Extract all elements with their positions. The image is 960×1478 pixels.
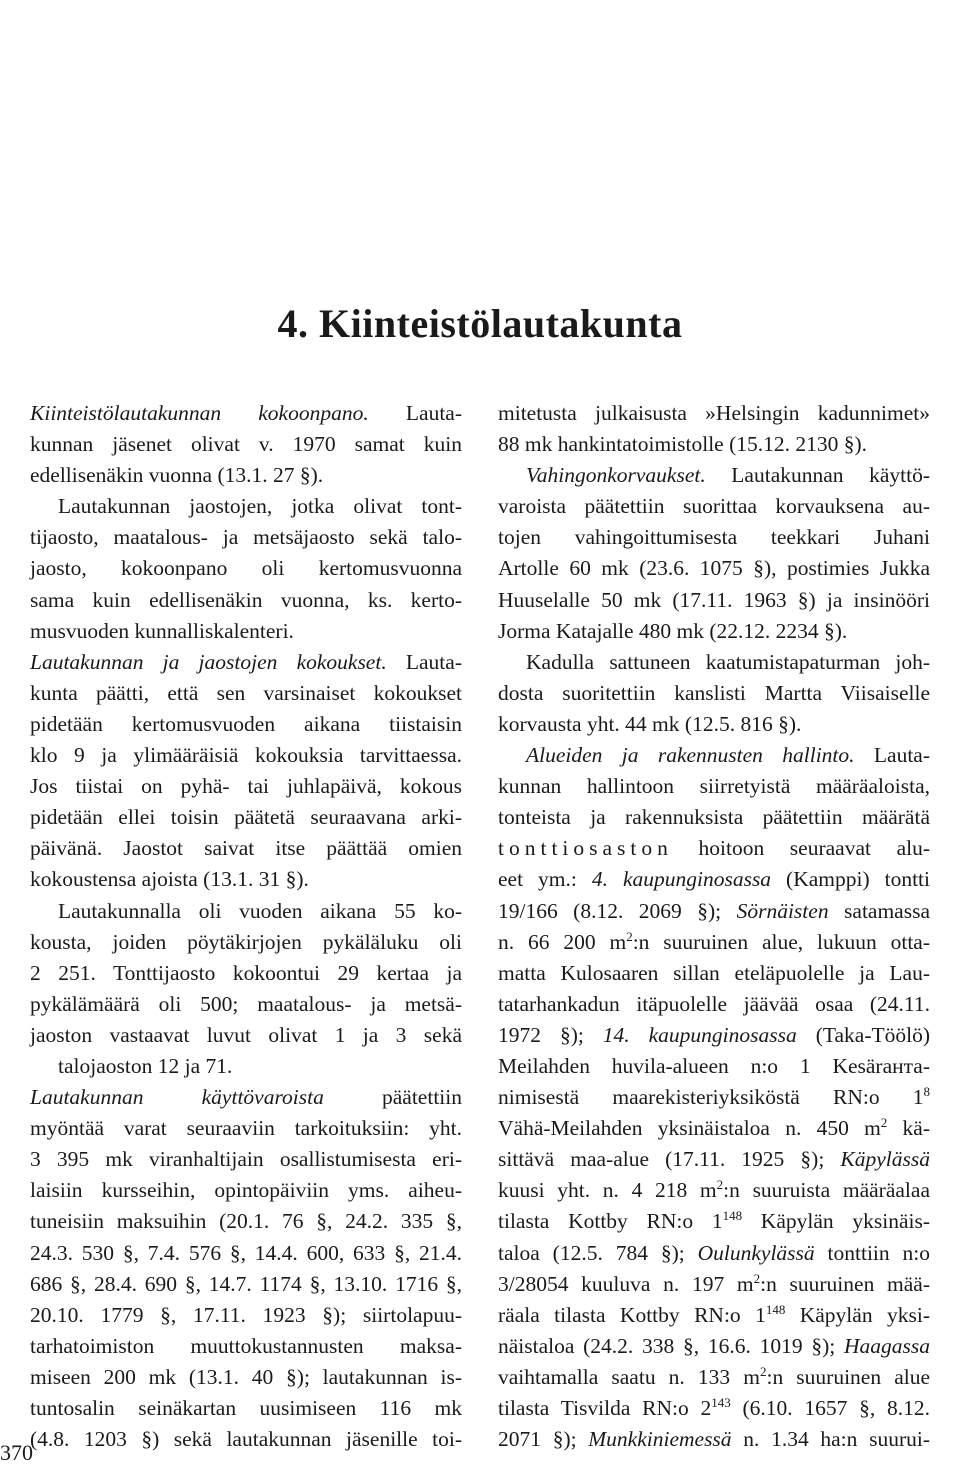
text-segment: taloa (12.5. 784 §); [498, 1240, 698, 1265]
text-line [30, 833, 462, 864]
text-segment: jaoston vastaavat luvut olivat 1 ja 3 sekä [30, 1022, 462, 1047]
text-line [498, 927, 930, 958]
text-line [30, 1113, 462, 1144]
text-segment: tuneisiin maksuihin (20.1. 76 §, 24.2. 335 §, [30, 1209, 462, 1234]
text-segment: Lauta- [368, 401, 462, 425]
text-line [498, 958, 930, 989]
text-line [30, 1206, 462, 1237]
text-line [30, 522, 462, 553]
text-line [30, 647, 462, 678]
text-segment: 2071 §); [498, 1427, 589, 1452]
text-line [498, 522, 930, 553]
text-line [30, 802, 462, 833]
text-line [498, 678, 930, 709]
text-line [30, 740, 462, 771]
text-segment: :n suuruinen mää- [760, 1271, 930, 1296]
text-line [30, 616, 462, 647]
text-segment: :n suuruinen alue [766, 1364, 930, 1389]
text-line [498, 1424, 930, 1455]
text-segment: sittävä maa-alue (17.11. 1925 §); [498, 1147, 841, 1172]
text-segment: mitetusta julkaisusta »Helsingin kadunnimet» [498, 401, 930, 425]
text-segment: satamassa [828, 898, 930, 923]
text-segment: Lautakunnalla oli vuoden aikana 55 ko- [58, 898, 462, 923]
text-segment: 3/28054 kuuluva n. 197 m [498, 1271, 754, 1296]
text-segment: edellisenäkin vuonna (13.1. 27 §). [30, 463, 324, 488]
text-line [30, 553, 462, 584]
text-line [498, 398, 930, 429]
text-segment: kousta, joiden pöytäkirjojen pykäläluku oli [30, 929, 462, 954]
text-segment: Käpylän yksinäis- [742, 1209, 930, 1234]
text-segment: kunnan jäsenet olivat v. 1970 samat kuin [30, 432, 462, 457]
text-segment: tijaosto, maatalous- ja metsäjaosto sekä talo- [30, 525, 462, 550]
text-line [498, 1020, 930, 1051]
text-line [30, 1020, 462, 1051]
text-line [30, 1051, 462, 1082]
text-segment: (4.8. 1203 §) sekä lautakunnan jäsenille toi- [30, 1427, 462, 1452]
text-line [498, 491, 930, 522]
text-line [30, 864, 462, 895]
text-segment: Lautakunnan jaostojen, jotka olivat tont- [58, 494, 462, 519]
left-text-column [30, 398, 462, 1455]
text-segment: :n suuruinen alue, lukuun otta- [632, 929, 930, 954]
text-segment: sama kuin edellisenäkin vuonna, ks. kerto- [30, 587, 462, 612]
text-line [498, 1362, 930, 1393]
text-segment: matta Kulosaaren sillan eteläpuolelle ja Lau- [498, 960, 930, 985]
superscript: 2 [880, 1115, 888, 1130]
text-segment: varoista päätettiin suorittaa korvauksena au- [498, 494, 930, 519]
text-segment: kä- [887, 1116, 930, 1141]
text-segment: klo 9 ja ylimääräisiä kokouksia tarvittaessa. [30, 743, 462, 768]
text-line [30, 678, 462, 709]
text-segment: dosta suoritettiin kanslisti Martta Viisaiselle [498, 680, 930, 705]
text-segment: kuusi yht. n. 4 218 m [498, 1178, 717, 1203]
text-segment: laisiin kursseihin, opintopäiviin yms. aiheu- [30, 1178, 462, 1203]
italic-text: Sörnäisten [736, 898, 829, 923]
text-line [498, 1393, 930, 1424]
text-line [498, 1300, 930, 1331]
text-segment: 686 §, 28.4. 690 §, 14.7. 1174 §, 13.10. 1716 §, [30, 1271, 462, 1296]
italic-text: Alueiden ja rakennusten hallinto. [526, 743, 855, 768]
text-line [498, 647, 930, 678]
text-segment: Lauta- [386, 649, 462, 674]
text-line [498, 1051, 930, 1082]
text-line [30, 1269, 462, 1300]
text-line [498, 802, 930, 833]
text-line [498, 1144, 930, 1175]
text-line [30, 1362, 462, 1393]
text-segment: eet ym.: [498, 867, 592, 892]
text-line [498, 771, 930, 802]
text-line [30, 398, 462, 429]
text-line [30, 989, 462, 1020]
text-segment: kunnan hallintoon siirretyistä määräaloista, [498, 774, 930, 799]
text-segment: tonttiosaston [498, 836, 673, 861]
text-line [30, 1238, 462, 1269]
italic-text: Kiinteistölautakunnan kokoonpano. [30, 401, 369, 425]
superscript: 2 [716, 1177, 724, 1193]
text-segment: 19/166 (8.12. 2069 §); [498, 898, 737, 923]
text-segment: Artolle 60 mk (23.6. 1075 §), postimies Jukka [498, 556, 930, 581]
text-segment: Lauta- [854, 743, 930, 768]
italic-text: Vahingonkorvaukset. [526, 463, 706, 488]
text-line [30, 429, 462, 460]
superscript: 148 [765, 1301, 786, 1317]
text-segment: korvausta yht. 44 mk (12.5. 816 §). [498, 711, 802, 736]
text-segment: Jorma Katajalle 480 mk (22.12. 2234 §). [498, 618, 848, 643]
superscript: 2 [626, 928, 633, 944]
text-segment: Lautakunnan käyttö- [705, 463, 930, 488]
text-segment: jaosto, kokoonpano oli kertomusvuonna [30, 556, 462, 581]
text-segment: Jos tiistai on pyhä- tai juhlapäivä, kokous [30, 774, 462, 799]
text-segment: pykälämäärä oli 500; maatalous- ja metsä- [30, 991, 462, 1016]
text-segment: tuntosalin seinäkartan uusimiseen 116 mk [30, 1396, 462, 1420]
text-line [30, 771, 462, 802]
text-segment: 1972 §); [498, 1022, 603, 1047]
text-segment: Kadulla sattuneen kaatumistapaturman joh- [526, 649, 930, 674]
text-line [498, 460, 930, 491]
text-segment: (Kamppi) tontti [771, 867, 930, 892]
text-line [30, 491, 462, 522]
page-number: 370 [0, 1440, 33, 1465]
text-segment: (Taka-Töölö) [796, 1022, 931, 1047]
text-line [30, 896, 462, 927]
superscript: 148 [722, 1208, 743, 1224]
text-segment: n. 66 200 m [498, 929, 627, 954]
text-line [30, 1300, 462, 1331]
text-segment: tilasta Kottby RN:o 1 [498, 1209, 723, 1234]
text-line [30, 1175, 462, 1206]
text-line [30, 709, 462, 740]
text-line [30, 958, 462, 989]
text-segment: Meilahden huvila-alueen n:o 1 Kesärанта- [498, 1053, 930, 1078]
superscript: 2 [759, 1363, 767, 1379]
text-line [30, 1144, 462, 1175]
superscript: 2 [753, 1270, 761, 1286]
text-segment: pidetään ellei toisin päätetä seuraavana arki- [30, 805, 462, 830]
text-segment: miseen 200 mk (13.1. 40 §); lautakunnan is- [30, 1364, 462, 1389]
text-line [498, 429, 930, 460]
text-segment: tilasta Tisvilda RN:o 2 [498, 1396, 712, 1420]
text-line [498, 864, 930, 895]
text-segment: tojen vahingoittumisesta teekkari Juhani [498, 525, 930, 550]
text-segment: räala tilasta Kottby RN:o 1 [498, 1302, 766, 1327]
text-segment: näistaloa (24.2. 338 §, 16.6. 1019 §); [498, 1333, 844, 1358]
text-line [498, 1269, 930, 1300]
text-segment: päätettiin [323, 1085, 462, 1110]
text-segment: nimisestä maarekisteriyksiköstä RN:o 1 [498, 1085, 924, 1110]
text-segment: kokoustensa ajoista (13.1. 31 §). [30, 867, 309, 892]
text-segment: 24.3. 530 §, 7.4. 576 §, 14.4. 600, 633 §, 21.4. [30, 1240, 462, 1265]
text-line [498, 896, 930, 927]
text-segment: Huuselalle 50 mk (17.11. 1963 §) ja insinööri [498, 587, 930, 612]
italic-text: Munkkiniemessä [588, 1427, 732, 1452]
text-line [498, 989, 930, 1020]
text-line [30, 927, 462, 958]
text-line [498, 1206, 930, 1237]
text-line [498, 1082, 930, 1113]
text-line [498, 709, 930, 740]
text-segment: myöntää varat seuraaviin tarkoituksiin: yht. [30, 1116, 462, 1141]
text-segment: talojaoston 12 ja 71. [58, 1053, 233, 1078]
text-segment: päivänä. Jaostot saivat itse päättää omien [30, 836, 462, 861]
text-segment: hoitoon seuraavat alu- [672, 836, 930, 861]
text-segment: musvuoden kunnalliskalenteri. [30, 618, 294, 643]
text-line [498, 1113, 930, 1144]
text-segment: tarhatoimiston muuttokustannusten maksa- [30, 1333, 462, 1358]
text-line [498, 1331, 930, 1362]
page-heading: 4. Kiinteistölautakunta [277, 301, 683, 346]
text-segment: tatarhankadun itäpuolelle jäävää osaa (24.11. [498, 991, 930, 1016]
italic-text: Käpylässä [840, 1147, 930, 1172]
text-segment: 2 251. Tonttijaosto kokoontui 29 kertaa ja [30, 960, 462, 985]
text-segment: Käpylän yksi- [785, 1302, 930, 1327]
italic-text: Haagassa [843, 1333, 930, 1358]
right-text-column [498, 398, 930, 1455]
text-line [30, 460, 462, 491]
text-segment: (6.10. 1657 §, 8.12. [730, 1396, 930, 1420]
text-line [30, 1393, 462, 1424]
text-line [498, 553, 930, 584]
text-line [498, 833, 930, 864]
text-line [30, 1331, 462, 1362]
text-segment: 88 mk hankintatoimistolle (15.12. 2130 §). [498, 432, 868, 457]
text-line [30, 1082, 462, 1113]
text-segment: pidetään kertomusvuoden aikana tiistaisin [30, 711, 462, 736]
text-segment: tonteista ja rakennuksista päätettiin määrätä [498, 805, 930, 830]
text-segment: vaihtamalla saatu n. 133 m [498, 1364, 760, 1389]
superscript: 143 [711, 1394, 731, 1410]
italic-text: Oulunkylässä [697, 1240, 815, 1265]
italic-text: Lautakunnan ja jaostojen kokoukset. [30, 649, 387, 674]
text-line [30, 585, 462, 616]
text-line [498, 616, 930, 647]
text-segment: kunta päätti, että sen varsinaiset kokoukset [30, 680, 462, 705]
italic-text: Lautakunnan käyttövaroista [30, 1085, 324, 1110]
italic-text: 4. kaupunginosassa [591, 867, 772, 892]
text-line [498, 585, 930, 616]
text-segment: :n suuruista määräalaa [723, 1178, 930, 1203]
text-segment: 20.10. 1779 §, 17.11. 1923 §); siirtolapuu- [30, 1302, 462, 1327]
text-segment: 3 395 mk viranhaltijain osallistumisesta eri- [30, 1147, 462, 1172]
superscript: 8 [923, 1083, 930, 1099]
text-segment: Vähä-Meilahden yksinäistaloa n. 450 m [498, 1116, 881, 1141]
text-segment: tonttiin n:o [814, 1240, 931, 1265]
text-line [498, 1238, 930, 1269]
text-line [498, 740, 930, 771]
text-line [30, 1424, 462, 1455]
text-line [498, 1175, 930, 1206]
italic-text: 14. kaupunginosassa [602, 1022, 797, 1047]
text-segment: n. 1.34 ha:n suurui- [731, 1427, 930, 1452]
